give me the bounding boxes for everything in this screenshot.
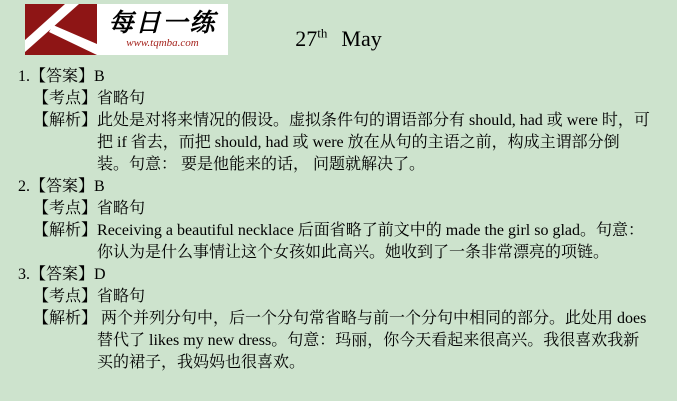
- title-ordinal-suffix: th: [317, 25, 328, 41]
- point-line: [0, 286, 677, 308]
- analysis-text: 此处是对将来情况的假设。虚拟条件句的谓语部分有 should, had 或 were 时，可把 if 省去，而把 should, had 或 were 放在从句的主语之前，构成主谓部分倒装。句意： 要是他能来的话， 问题就解决了。: [97, 112, 650, 173]
- analysis-label: 【解析】: [33, 112, 98, 129]
- point-value: 省略句: [97, 288, 146, 305]
- answer-label: 【答案】: [30, 68, 95, 85]
- question-number: 3.: [18, 266, 30, 283]
- answer-label: 【答案】: [30, 266, 95, 283]
- answer-value: B: [94, 68, 105, 85]
- question-item-3: [0, 264, 677, 374]
- answer-value: D: [94, 266, 106, 283]
- point-line: [0, 88, 677, 110]
- point-label: 【考点】: [33, 200, 98, 217]
- analysis-text: 两个并列分句中，后一个分句常省略与前一个分句中相同的部分。此处用 does 替代了 likes my new dress。句意：玛丽，你今天看起来很高兴。我很喜欢我新买的裙子，我妈妈也很喜欢。: [97, 310, 647, 371]
- title-month: May: [341, 26, 382, 51]
- point-line: [0, 198, 677, 220]
- title-day: 27: [295, 26, 318, 51]
- answer-line: [0, 176, 677, 198]
- analysis-line: [0, 110, 677, 176]
- point-value: 省略句: [97, 90, 146, 107]
- answer-line: [0, 66, 677, 88]
- website-url: www.tqmba.com: [126, 36, 199, 49]
- analysis-label: 【解析】: [33, 310, 98, 327]
- analysis-line: [0, 308, 677, 374]
- point-label: 【考点】: [33, 288, 98, 305]
- answer-value: B: [94, 178, 105, 195]
- point-label: 【考点】: [33, 90, 98, 107]
- answer-line: [0, 264, 677, 286]
- answer-label: 【答案】: [30, 178, 95, 195]
- analysis-line: [0, 220, 677, 264]
- brand-calligraphy: 每日一练: [108, 9, 217, 37]
- logo-text-block: [97, 4, 228, 55]
- question-number: 1.: [18, 68, 30, 85]
- point-value: 省略句: [97, 200, 146, 217]
- question-item-1: [0, 66, 677, 176]
- analysis-label: 【解析】: [33, 222, 98, 239]
- site-logo: [25, 4, 228, 55]
- brand-emblem-k-icon: [25, 4, 97, 55]
- analysis-text: Receiving a beautiful necklace 后面省略了前文中的 made the girl so glad。句意： 你认为是什么事情让这个女孩如此高兴。她收到了一条非常漂亮的项链。: [97, 222, 644, 261]
- question-item-2: [0, 176, 677, 264]
- answers-list: [0, 66, 677, 374]
- question-number: 2.: [18, 178, 30, 195]
